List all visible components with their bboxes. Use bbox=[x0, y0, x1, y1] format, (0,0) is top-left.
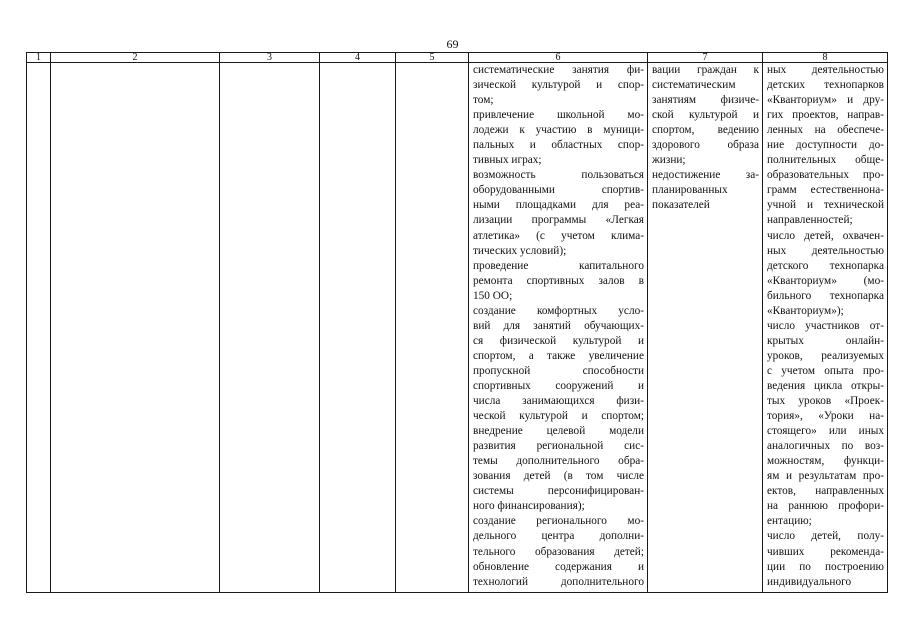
text-line: аналогичных по воз- bbox=[767, 440, 884, 453]
text-line: спортом, а также увеличение bbox=[473, 349, 644, 362]
text-line: технологий дополнительного bbox=[473, 575, 644, 588]
text-line: ных деятельностью bbox=[767, 64, 884, 76]
text-line: «Кванториум» и дру- bbox=[767, 94, 884, 107]
text-line: с учетом опыта про- bbox=[767, 364, 884, 377]
text-line: грамм естественнона- bbox=[767, 184, 884, 197]
text-line: обновление содержания и bbox=[473, 560, 644, 573]
text-line: атлетика» (с учетом клима- bbox=[473, 229, 644, 242]
text-line: числа занимающихся физи- bbox=[473, 395, 644, 408]
text-line: чивших рекоменда- bbox=[767, 545, 884, 558]
text-line: ных деятельностью bbox=[767, 244, 884, 257]
text-line: спортивных сооружений и bbox=[473, 379, 644, 392]
text-line: дельного центра дополни- bbox=[473, 530, 644, 543]
text-line: число детей, полу- bbox=[767, 530, 884, 543]
column-number: 5 bbox=[396, 53, 469, 63]
column-number-row bbox=[27, 53, 888, 63]
table-row bbox=[27, 63, 888, 593]
table-cell-col2 bbox=[51, 63, 220, 593]
column-number: 1 bbox=[27, 53, 51, 63]
text-line: недостижение за- bbox=[652, 169, 759, 182]
text-line: детского технопарка bbox=[767, 259, 884, 272]
column-number: 2 bbox=[51, 53, 220, 63]
text-line: создание комфортных усло- bbox=[473, 304, 644, 317]
table-cell-col7 bbox=[648, 63, 763, 593]
text-line: уроков, реализуемых bbox=[767, 349, 884, 362]
text-line: ного финансирования); bbox=[473, 500, 585, 513]
text-line: оборудованными спортив- bbox=[473, 184, 644, 197]
text-line: индивидуального bbox=[767, 575, 852, 588]
text-line: систематическим bbox=[652, 79, 736, 92]
text-line: тория», «Уроки на- bbox=[767, 410, 884, 423]
text-line: «Кванториум» (мо- bbox=[767, 274, 884, 287]
text-line: развития региональной сис- bbox=[473, 440, 644, 453]
text-line: ние доступности до- bbox=[767, 139, 884, 152]
text-line: планированных bbox=[652, 184, 728, 197]
text-line: гих проектов, направ- bbox=[767, 109, 884, 122]
text-line: ской культурой и bbox=[652, 109, 759, 122]
text-line: ции по построению bbox=[767, 560, 884, 573]
text-line: привлечение школьной мо- bbox=[473, 109, 644, 122]
text-line: ведения цикла откры- bbox=[767, 379, 884, 392]
table-cell-col1 bbox=[27, 63, 51, 593]
table-cell-col5 bbox=[396, 63, 469, 593]
text-line: направленностей; bbox=[767, 214, 853, 227]
text-line: темы дополнительного обра- bbox=[473, 455, 644, 468]
col8-text bbox=[763, 63, 887, 590]
text-line: стоящего» или иных bbox=[767, 425, 884, 438]
text-line: число детей, охвачен- bbox=[767, 229, 884, 242]
column-number: 7 bbox=[648, 53, 763, 63]
text-line: тельного образования детей; bbox=[473, 545, 644, 558]
text-line: детских технопарков bbox=[767, 79, 884, 92]
col6-text bbox=[469, 63, 647, 590]
text-line: ремонта спортивных залов в bbox=[473, 274, 644, 287]
column-number: 3 bbox=[220, 53, 320, 63]
text-line: ными площадками для реа- bbox=[473, 199, 644, 212]
table-cell-col6 bbox=[469, 63, 648, 593]
text-line: системы персонифицирован- bbox=[473, 485, 644, 498]
text-line: ся физической культурой и bbox=[473, 334, 644, 347]
text-line: пропускной способности bbox=[473, 364, 644, 377]
text-line: жизни; bbox=[652, 154, 686, 167]
text-line: лодежи к участию в муници- bbox=[473, 124, 644, 137]
column-number: 6 bbox=[469, 53, 648, 63]
page-number: 69 bbox=[446, 37, 459, 51]
text-line: внедрение целевой модели bbox=[473, 425, 644, 438]
text-line: лизации программы «Легкая bbox=[473, 214, 644, 227]
text-line: том; bbox=[473, 94, 494, 107]
column-number: 8 bbox=[763, 53, 888, 63]
text-line: здорового образа bbox=[652, 139, 759, 152]
column-number: 4 bbox=[320, 53, 396, 63]
text-line: крытых онлайн- bbox=[767, 334, 884, 347]
text-line: проведение капитального bbox=[473, 259, 644, 272]
text-line: занятиям физиче- bbox=[652, 94, 759, 107]
text-line: зования детей (в том числе bbox=[473, 470, 644, 483]
text-line: вий для занятий обучающих- bbox=[473, 319, 644, 332]
text-line: образовательных про- bbox=[767, 169, 884, 182]
text-line: «Кванториум»); bbox=[767, 304, 844, 317]
table-cell-col8 bbox=[763, 63, 888, 593]
text-line: спортом, ведению bbox=[652, 124, 759, 137]
col7-text bbox=[648, 63, 762, 213]
text-line: ентацию; bbox=[767, 515, 812, 528]
text-line: учной и технической bbox=[767, 199, 884, 212]
text-line: ям и результатам про- bbox=[767, 470, 884, 483]
text-line: ческой культурой и спортом; bbox=[473, 410, 644, 423]
text-line: 150 ОО; bbox=[473, 289, 513, 302]
text-line: систематические занятия фи- bbox=[473, 64, 644, 76]
text-line: ленных на обеспече- bbox=[767, 124, 884, 137]
text-line: полнительных обще- bbox=[767, 154, 884, 167]
document-table bbox=[26, 52, 888, 593]
text-line: вации граждан к bbox=[652, 64, 759, 76]
text-line: тых уроков «Проек- bbox=[767, 395, 884, 408]
text-line: на раннюю профори- bbox=[767, 500, 884, 513]
text-line: пальных и областных спор- bbox=[473, 139, 644, 152]
text-line: бильного технопарка bbox=[767, 289, 884, 302]
table-cell-col3 bbox=[220, 63, 320, 593]
text-line: показателей bbox=[652, 199, 710, 212]
text-line: создание регионального мо- bbox=[473, 515, 644, 528]
text-line: тивных играх; bbox=[473, 154, 542, 167]
text-line: ектов, направленных bbox=[767, 485, 884, 498]
text-line: возможность пользоваться bbox=[473, 169, 644, 182]
text-line: можностям, функци- bbox=[767, 455, 884, 468]
table-cell-col4 bbox=[320, 63, 396, 593]
text-line: зической культурой и спор- bbox=[473, 79, 644, 92]
text-line: тических условий); bbox=[473, 244, 567, 257]
text-line: число участников от- bbox=[767, 319, 884, 332]
